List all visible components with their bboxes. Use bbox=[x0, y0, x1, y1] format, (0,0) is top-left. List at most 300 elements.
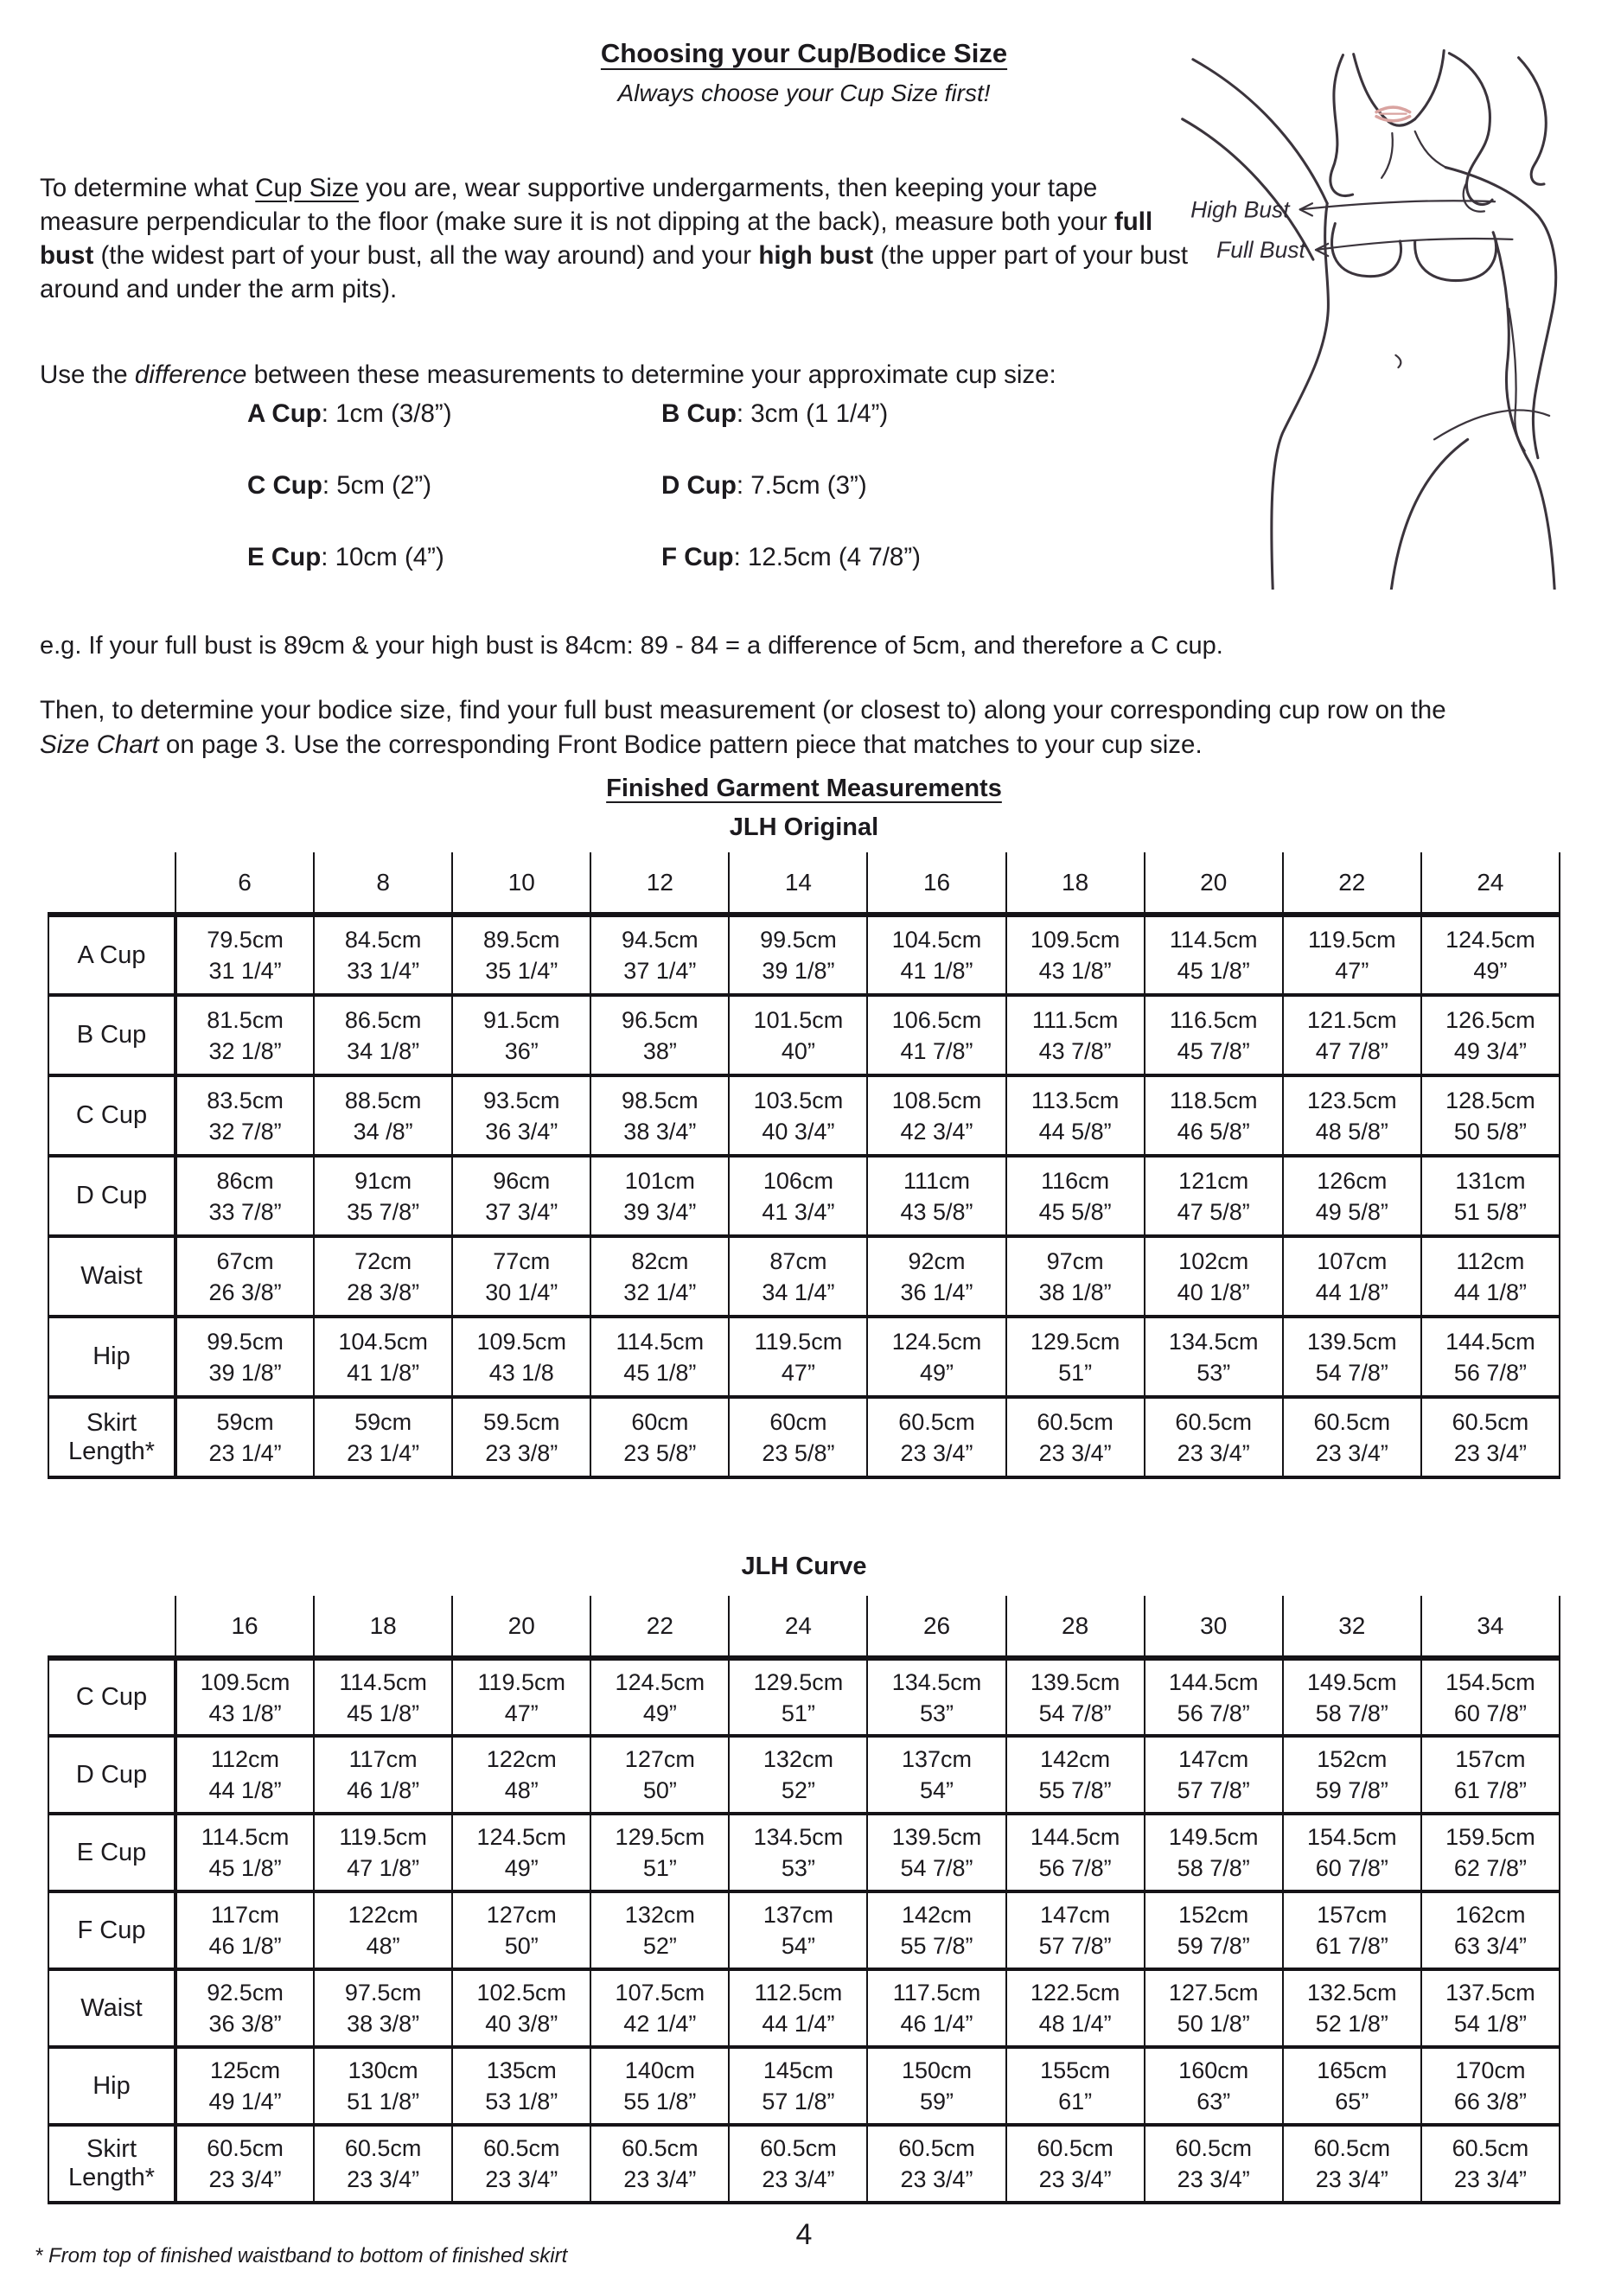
measurement-cell bbox=[452, 915, 590, 995]
measurement-cell bbox=[1006, 1891, 1145, 1969]
cm-value: 134.5cm bbox=[891, 1668, 982, 1695]
cup-value: : 1cm (3/8”) bbox=[321, 399, 452, 428]
measurement-cell bbox=[175, 1317, 314, 1397]
measurement-cell bbox=[1283, 995, 1421, 1075]
measurement-cell bbox=[1006, 995, 1145, 1075]
measurement-cell bbox=[1283, 1814, 1421, 1891]
inch-value: 59 7/8” bbox=[1177, 1933, 1250, 1959]
inch-value: 45 1/8” bbox=[347, 1700, 420, 1726]
text-run: To determine what bbox=[40, 173, 256, 202]
bodice-size-instruction bbox=[40, 693, 1492, 762]
cup-item-d bbox=[661, 471, 921, 501]
inch-value: 33 7/8” bbox=[208, 1198, 282, 1225]
measurement-cell bbox=[314, 1236, 452, 1317]
measurement-cell bbox=[729, 1814, 867, 1891]
inch-value: 50” bbox=[642, 1777, 677, 1803]
cm-value: 165cm bbox=[1317, 2057, 1388, 2083]
cm-value: 132cm bbox=[763, 1746, 833, 1772]
size-col-header: 10 bbox=[452, 852, 590, 915]
inch-value: 49 3/4” bbox=[1453, 1037, 1527, 1064]
row-label: A Cup bbox=[48, 915, 175, 995]
measurement-cell bbox=[175, 1969, 314, 2047]
measurement-cell bbox=[590, 2047, 729, 2125]
cm-value: 60.5cm bbox=[760, 2135, 837, 2161]
measurement-cell bbox=[1006, 2125, 1145, 2203]
measurement-cell bbox=[314, 2125, 452, 2203]
cm-value: 87cm bbox=[769, 1247, 827, 1274]
inch-value: 40” bbox=[781, 1037, 815, 1064]
measurement-cell bbox=[867, 1814, 1005, 1891]
measurement-cell bbox=[1283, 915, 1421, 995]
cm-value: 60cm bbox=[631, 1408, 689, 1435]
measurement-cell bbox=[1145, 1658, 1283, 1736]
inch-value: 23 3/4” bbox=[1177, 2166, 1250, 2192]
inch-value: 47” bbox=[504, 1700, 539, 1726]
cm-value: 159.5cm bbox=[1445, 1824, 1535, 1850]
cm-value: 119.5cm bbox=[339, 1824, 427, 1850]
row-label: B Cup bbox=[48, 995, 175, 1075]
size-chart-italic: Size Chart bbox=[40, 730, 159, 759]
inch-value: 36 3/4” bbox=[485, 1118, 558, 1145]
jlh-curve-table bbox=[48, 1596, 1560, 2204]
cm-value: 142cm bbox=[901, 1902, 973, 1928]
cm-value: 60.5cm bbox=[898, 2135, 975, 2161]
cm-value: 60.5cm bbox=[898, 1408, 975, 1435]
measurement-row bbox=[48, 1658, 1560, 1736]
measurement-cell bbox=[590, 1658, 729, 1736]
jlh-curve-heading: JLH Curve bbox=[741, 1553, 867, 1580]
cm-value: 144.5cm bbox=[1030, 1824, 1120, 1850]
measurement-cell bbox=[175, 1397, 314, 1477]
measurement-row bbox=[48, 2125, 1560, 2203]
cm-value: 60.5cm bbox=[1037, 2135, 1113, 2161]
cm-value: 103.5cm bbox=[753, 1087, 844, 1113]
row-label: Skirt Length* bbox=[48, 1397, 175, 1477]
inch-value: 41 7/8” bbox=[900, 1037, 973, 1064]
measurement-cell bbox=[867, 995, 1005, 1075]
measurement-cell bbox=[175, 1156, 314, 1236]
inch-value: 52” bbox=[642, 1933, 677, 1959]
inch-value: 49” bbox=[920, 1359, 954, 1386]
size-col-header: 8 bbox=[314, 852, 452, 915]
measurement-cell bbox=[1283, 1891, 1421, 1969]
cup-item-b bbox=[661, 399, 921, 429]
cup-size-underlined: Cup Size bbox=[255, 173, 359, 202]
cm-value: 106cm bbox=[763, 1167, 833, 1194]
measurement-row bbox=[48, 1156, 1560, 1236]
cm-value: 127.5cm bbox=[1168, 1980, 1259, 2006]
cm-value: 99.5cm bbox=[760, 927, 837, 953]
measurement-cell bbox=[729, 1156, 867, 1236]
text-run: Use the bbox=[40, 360, 135, 389]
inch-value: 40 3/8” bbox=[485, 2011, 558, 2037]
inch-value: 49” bbox=[504, 1855, 539, 1881]
inch-value: 52 1/8” bbox=[1315, 2011, 1388, 2037]
inch-value: 39 1/8” bbox=[762, 958, 835, 984]
inch-value: 50 5/8” bbox=[1453, 1118, 1527, 1145]
measurements-heading bbox=[0, 775, 1608, 803]
row-label: Hip bbox=[48, 2047, 175, 2125]
inch-value: 37 1/4” bbox=[623, 958, 697, 984]
measurement-cell bbox=[1421, 915, 1560, 995]
cm-value: 72cm bbox=[354, 1247, 412, 1274]
measurement-cell bbox=[590, 1969, 729, 2047]
cup-value: : 3cm (1 1/4”) bbox=[736, 399, 889, 428]
measurement-cell bbox=[590, 1236, 729, 1317]
measurement-cell bbox=[1145, 915, 1283, 995]
inch-value: 33 1/4” bbox=[347, 958, 420, 984]
size-col-header: 20 bbox=[1145, 852, 1283, 915]
cm-value: 139.5cm bbox=[1307, 1328, 1397, 1355]
size-col-header: 32 bbox=[1283, 1596, 1421, 1658]
size-col-header: 22 bbox=[1283, 852, 1421, 915]
high-bust-bold: high bust bbox=[758, 240, 874, 270]
cm-value: 129.5cm bbox=[1030, 1328, 1120, 1355]
measurement-cell bbox=[452, 1814, 590, 1891]
cup-value: : 12.5cm (4 7/8”) bbox=[733, 543, 921, 571]
inch-value: 23 3/4” bbox=[208, 2166, 282, 2192]
inch-value: 23 3/4” bbox=[347, 2166, 420, 2192]
cup-label: C Cup bbox=[247, 471, 322, 500]
measurement-cell bbox=[867, 1317, 1005, 1397]
measurement-cell bbox=[1006, 1397, 1145, 1477]
measurement-cell bbox=[1283, 1317, 1421, 1397]
full-bust-label: Full Bust bbox=[1216, 237, 1305, 264]
measurement-cell bbox=[1006, 2047, 1145, 2125]
measurement-row bbox=[48, 1891, 1560, 1969]
measurement-cell bbox=[175, 915, 314, 995]
measurement-cell bbox=[175, 1736, 314, 1814]
measurement-cell bbox=[175, 1658, 314, 1736]
cm-value: 160cm bbox=[1178, 2057, 1249, 2083]
cm-value: 67cm bbox=[216, 1247, 274, 1274]
inch-value: 43 1/8 bbox=[488, 1359, 554, 1386]
cm-value: 162cm bbox=[1455, 1902, 1526, 1928]
inch-value: 65” bbox=[1335, 2089, 1369, 2114]
inch-value: 37 3/4” bbox=[485, 1198, 558, 1225]
size-col-header: 14 bbox=[729, 852, 867, 915]
cm-value: 104.5cm bbox=[891, 927, 982, 953]
intro-paragraph bbox=[40, 171, 1191, 306]
inch-value: 31 1/4” bbox=[208, 958, 282, 984]
measurement-cell bbox=[1006, 915, 1145, 995]
cm-value: 124.5cm bbox=[615, 1668, 705, 1695]
cup-difference-list bbox=[247, 399, 921, 572]
measurement-cell bbox=[1006, 1317, 1145, 1397]
measurement-cell bbox=[1145, 1075, 1283, 1156]
cm-value: 152cm bbox=[1317, 1746, 1388, 1772]
cm-value: 102cm bbox=[1178, 1247, 1249, 1274]
jlh-original-table bbox=[48, 852, 1560, 1479]
cm-value: 140cm bbox=[624, 2057, 695, 2083]
measurement-cell bbox=[452, 1317, 590, 1397]
measurement-cell bbox=[729, 2047, 867, 2125]
page-title-text: Choosing your Cup/Bodice Size bbox=[600, 38, 1008, 68]
inch-value: 45 1/8” bbox=[208, 1855, 282, 1881]
measurements-heading-text: Finished Garment Measurements bbox=[606, 775, 1002, 802]
text-run: (the widest part of your bust, all the way around) and your bbox=[93, 240, 759, 270]
measurement-cell bbox=[175, 1814, 314, 1891]
measurement-cell bbox=[1006, 1658, 1145, 1736]
cm-value: 60.5cm bbox=[482, 2135, 560, 2161]
inch-value: 48 5/8” bbox=[1315, 1118, 1388, 1145]
cm-value: 124.5cm bbox=[476, 1824, 567, 1850]
cm-value: 132.5cm bbox=[1307, 1980, 1397, 2006]
measurement-cell bbox=[1421, 1736, 1560, 1814]
measurement-cell bbox=[314, 1156, 452, 1236]
size-col-header: 24 bbox=[729, 1596, 867, 1658]
inch-value: 23 3/4” bbox=[1453, 1439, 1527, 1466]
text-run: on page 3. Use the corresponding Front Bodice pattern piece that matches to your cup size. bbox=[158, 730, 1203, 759]
inch-value: 41 3/4” bbox=[762, 1198, 835, 1225]
cm-value: 154.5cm bbox=[1445, 1668, 1535, 1695]
size-col-header: 20 bbox=[452, 1596, 590, 1658]
inch-value: 23 3/4” bbox=[1038, 1439, 1112, 1466]
inch-value: 32 1/4” bbox=[623, 1279, 697, 1305]
measurement-cell bbox=[452, 995, 590, 1075]
inch-value: 23 3/8” bbox=[485, 1439, 558, 1466]
measurement-cell bbox=[314, 995, 452, 1075]
lips-icon bbox=[1376, 107, 1410, 121]
cm-value: 60.5cm bbox=[207, 2135, 284, 2161]
size-header-row bbox=[48, 852, 1560, 915]
measurement-cell bbox=[314, 1814, 452, 1891]
cm-value: 149.5cm bbox=[1168, 1824, 1259, 1850]
cm-value: 126cm bbox=[1317, 1167, 1388, 1194]
inch-value: 23 3/4” bbox=[1177, 1439, 1250, 1466]
inch-value: 56 7/8” bbox=[1177, 1700, 1250, 1726]
row-label: C Cup bbox=[48, 1075, 175, 1156]
measurement-cell bbox=[1421, 1969, 1560, 2047]
inch-value: 49” bbox=[642, 1700, 677, 1726]
cm-value: 122cm bbox=[486, 1746, 557, 1772]
inch-value: 58 7/8” bbox=[1315, 1700, 1388, 1726]
cm-value: 137cm bbox=[763, 1902, 833, 1928]
measurement-cell bbox=[314, 1317, 452, 1397]
measurement-row bbox=[48, 1075, 1560, 1156]
inch-value: 35 7/8” bbox=[347, 1198, 420, 1225]
cm-value: 60.5cm bbox=[622, 2135, 699, 2161]
cm-value: 144.5cm bbox=[1168, 1668, 1259, 1695]
inch-value: 46 1/8” bbox=[347, 1777, 420, 1803]
cm-value: 113.5cm bbox=[1031, 1087, 1120, 1113]
inch-value: 66 3/8” bbox=[1453, 2089, 1527, 2114]
row-label: Skirt Length* bbox=[48, 2125, 175, 2203]
measurement-cell bbox=[590, 1736, 729, 1814]
measurement-cell bbox=[1145, 2047, 1283, 2125]
cm-value: 119.5cm bbox=[754, 1328, 843, 1355]
inch-value: 54 7/8” bbox=[1038, 1700, 1112, 1726]
cup-value: : 5cm (2”) bbox=[322, 471, 432, 500]
measurement-cell bbox=[452, 1969, 590, 2047]
high-bust-label: High Bust bbox=[1190, 196, 1290, 223]
measurement-cell bbox=[1145, 995, 1283, 1075]
size-col-header: 26 bbox=[867, 1596, 1005, 1658]
measurement-cell bbox=[1006, 1814, 1145, 1891]
cm-value: 155cm bbox=[1040, 2057, 1111, 2083]
inch-value: 55 1/8” bbox=[623, 2089, 697, 2114]
inch-value: 51 5/8” bbox=[1453, 1198, 1527, 1225]
measurement-cell bbox=[867, 2125, 1005, 2203]
inch-value: 40 3/4” bbox=[762, 1118, 835, 1145]
cm-value: 150cm bbox=[901, 2057, 973, 2083]
cm-value: 92.5cm bbox=[207, 1980, 284, 2006]
measurement-cell bbox=[867, 1891, 1005, 1969]
cm-value: 152cm bbox=[1178, 1902, 1249, 1928]
measurement-cell bbox=[314, 915, 452, 995]
cm-value: 121.5cm bbox=[1307, 1006, 1397, 1033]
cm-value: 129.5cm bbox=[615, 1824, 705, 1850]
measurement-cell bbox=[175, 1075, 314, 1156]
measurement-row bbox=[48, 1317, 1560, 1397]
cm-value: 97cm bbox=[1046, 1247, 1104, 1274]
inch-value: 43 1/8” bbox=[208, 1700, 282, 1726]
corner-cell bbox=[48, 1596, 175, 1658]
measurement-cell bbox=[314, 2047, 452, 2125]
cup-label: F Cup bbox=[661, 543, 734, 571]
measurement-cell bbox=[1283, 1397, 1421, 1477]
measurement-cell bbox=[1421, 2047, 1560, 2125]
inch-value: 55 7/8” bbox=[1038, 1777, 1112, 1803]
cm-value: 114.5cm bbox=[201, 1824, 290, 1850]
full-bust-bold: full bust bbox=[40, 207, 1153, 270]
measurement-cell bbox=[1283, 1156, 1421, 1236]
measurement-cell bbox=[1283, 1236, 1421, 1317]
inch-value: 55 7/8” bbox=[900, 1933, 973, 1959]
inch-value: 23 3/4” bbox=[900, 2166, 973, 2192]
cm-value: 77cm bbox=[493, 1247, 551, 1274]
inch-value: 39 3/4” bbox=[623, 1198, 697, 1225]
measurement-cell bbox=[1283, 1658, 1421, 1736]
inch-value: 48 1/4” bbox=[1038, 2011, 1112, 2037]
inch-value: 23 5/8” bbox=[762, 1439, 835, 1466]
measurement-cell bbox=[1145, 1736, 1283, 1814]
inch-value: 34 1/8” bbox=[347, 1037, 420, 1064]
cm-value: 116.5cm bbox=[1169, 1006, 1258, 1033]
measurement-cell bbox=[1145, 1317, 1283, 1397]
measurement-cell bbox=[452, 1736, 590, 1814]
measurement-cell bbox=[452, 2125, 590, 2203]
cm-value: 102.5cm bbox=[476, 1980, 567, 2006]
inch-value: 23 3/4” bbox=[1038, 2166, 1112, 2192]
inch-value: 47” bbox=[1335, 958, 1369, 984]
inch-value: 57 1/8” bbox=[762, 2089, 835, 2114]
measurement-cell bbox=[729, 1317, 867, 1397]
example-line: e.g. If your full bust is 89cm & your high bust is 84cm: 89 - 84 = a difference of 5cm, and therefore a C cup. bbox=[40, 632, 1223, 660]
inch-value: 44 1/8” bbox=[208, 1777, 282, 1803]
measurement-cell bbox=[590, 2125, 729, 2203]
inch-value: 61” bbox=[1058, 2089, 1093, 2114]
measurement-cell bbox=[867, 1969, 1005, 2047]
measurement-cell bbox=[867, 2047, 1005, 2125]
inch-value: 53” bbox=[1196, 1359, 1231, 1386]
cm-value: 84.5cm bbox=[344, 927, 422, 953]
cup-item-e bbox=[247, 543, 661, 572]
text-run: you are, wear supportive undergarments, then keeping your tape measure perpendicular to the floor (make sure it is not dipping at the back), measure both your bbox=[40, 173, 1114, 236]
inch-value: 48” bbox=[366, 1933, 400, 1959]
cm-value: 60.5cm bbox=[1175, 2135, 1252, 2161]
cup-item-a bbox=[247, 399, 661, 429]
cm-value: 112cm bbox=[1456, 1247, 1525, 1274]
cm-value: 91cm bbox=[354, 1167, 412, 1194]
cm-value: 154.5cm bbox=[1307, 1824, 1397, 1850]
inch-value: 60 7/8” bbox=[1453, 1700, 1527, 1726]
inch-value: 36” bbox=[504, 1037, 539, 1064]
inch-value: 42 3/4” bbox=[900, 1118, 973, 1145]
cm-value: 118.5cm bbox=[1169, 1087, 1258, 1113]
cm-value: 119.5cm bbox=[477, 1668, 566, 1695]
inch-value: 49” bbox=[1473, 958, 1508, 984]
cm-value: 98.5cm bbox=[622, 1087, 699, 1113]
inch-value: 36 1/4” bbox=[900, 1279, 973, 1305]
cup-label: D Cup bbox=[661, 471, 737, 500]
cm-value: 107.5cm bbox=[615, 1980, 705, 2006]
cm-value: 59cm bbox=[216, 1408, 274, 1435]
inch-value: 46 1/4” bbox=[900, 2011, 973, 2037]
measurement-cell bbox=[452, 1891, 590, 1969]
measurement-cell bbox=[867, 1658, 1005, 1736]
inch-value: 38 3/4” bbox=[623, 1118, 697, 1145]
measurement-cell bbox=[452, 1658, 590, 1736]
text-run: between these measurements to determine your approximate cup size: bbox=[246, 360, 1056, 389]
cup-label: A Cup bbox=[247, 399, 322, 428]
measurement-cell bbox=[452, 1075, 590, 1156]
measurement-cell bbox=[590, 1814, 729, 1891]
inch-value: 47 5/8” bbox=[1177, 1198, 1250, 1225]
cm-value: 101.5cm bbox=[753, 1006, 844, 1033]
cm-value: 60.5cm bbox=[1452, 2135, 1529, 2161]
cm-value: 104.5cm bbox=[338, 1328, 428, 1355]
corner-cell bbox=[48, 852, 175, 915]
inch-value: 23 3/4” bbox=[1315, 1439, 1388, 1466]
inch-value: 41 1/8” bbox=[900, 958, 973, 984]
inch-value: 44 1/8” bbox=[1315, 1279, 1388, 1305]
measurement-cell bbox=[729, 1969, 867, 2047]
measurement-cell bbox=[314, 1075, 452, 1156]
inch-value: 45 7/8” bbox=[1177, 1037, 1250, 1064]
size-col-header: 18 bbox=[314, 1596, 452, 1658]
measurement-cell bbox=[590, 915, 729, 995]
measurement-cell bbox=[175, 995, 314, 1075]
inch-value: 23 1/4” bbox=[208, 1439, 282, 1466]
measurement-cell bbox=[729, 1397, 867, 1477]
inch-value: 54” bbox=[781, 1933, 815, 1959]
jlh-original-heading: JLH Original bbox=[729, 813, 879, 841]
measurement-cell bbox=[1421, 2125, 1560, 2203]
cm-value: 83.5cm bbox=[207, 1087, 284, 1113]
cm-value: 79.5cm bbox=[207, 927, 284, 953]
bust-measurement-illustration bbox=[1138, 19, 1608, 590]
inch-value: 49 5/8” bbox=[1315, 1198, 1388, 1225]
cm-value: 170cm bbox=[1455, 2057, 1526, 2083]
cm-value: 60.5cm bbox=[1037, 1408, 1113, 1435]
cm-value: 128.5cm bbox=[1445, 1087, 1535, 1113]
measurement-cell bbox=[1145, 1969, 1283, 2047]
inch-value: 54” bbox=[920, 1777, 954, 1803]
cm-value: 81.5cm bbox=[207, 1006, 284, 1033]
cm-value: 122cm bbox=[348, 1902, 418, 1928]
measurement-cell bbox=[1006, 1075, 1145, 1156]
cm-value: 125cm bbox=[210, 2057, 281, 2083]
measurement-cell bbox=[867, 1397, 1005, 1477]
cm-value: 114.5cm bbox=[616, 1328, 705, 1355]
cm-value: 139.5cm bbox=[1030, 1668, 1120, 1695]
measurement-cell bbox=[1145, 1156, 1283, 1236]
difference-italic: difference bbox=[134, 360, 247, 389]
measurement-cell bbox=[175, 1891, 314, 1969]
cm-value: 122.5cm bbox=[1030, 1980, 1120, 2006]
measurement-cell bbox=[729, 915, 867, 995]
